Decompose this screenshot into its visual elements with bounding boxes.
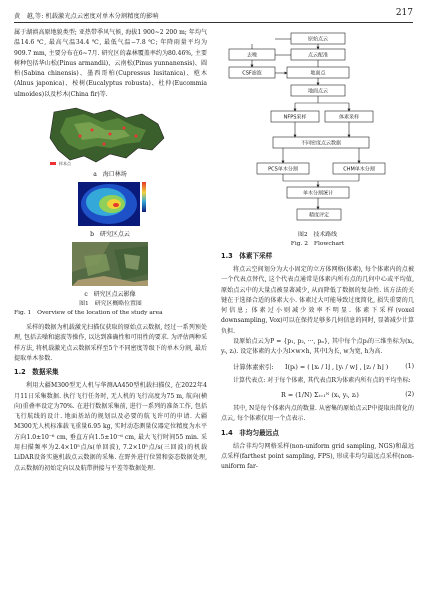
node-raw-point-cloud-label: 原始点云	[307, 36, 329, 43]
equation-2-number: (2)	[405, 390, 414, 398]
equation-2	[221, 386, 414, 404]
section-1-3-heading: 1.3 体素下采样	[221, 252, 273, 260]
study-area-figure	[14, 104, 207, 300]
calc-voxel-index-label: 计算体素索引:	[233, 362, 274, 371]
subfigure-b-label: b 研究区点云	[90, 231, 130, 239]
figure-legend: 样本点	[59, 161, 71, 167]
voxel-intro-paragraph: 将点云空间划分为大小固定的立方体网格(体素), 每个体素内的点被一个代表点替代, 这个代表点通常是体素内所有点的几何中心或平均值, 原始点云中的大量点被显著减少, 从而降低了数据的复杂性. 该方法的关键在于选择合适的体素大小. 体素过大可能导致过度简化, 损失重要的几何信息; 体素过小则减少效率不明显. 体素下采样(voxel downsampling, Vox)可以在保持足够多几何信息的同时, 显著减少计算负担.	[221, 266, 414, 335]
sampling-paragraph: 采样的数据为机载激光扫描仪获取的原始点云数据, 经过一系列预处理, 包括去噪和滤波等操作, 以达到准确性和可用性的要求. 为评估两种采样方法, 将机载激光点云数据采样至5个不同密度等级下的单木分割, 最后提取单木参数.	[14, 324, 207, 362]
voxel-result-paragraph: 其中, N是每个体素内点的数量. 从密集的原始点云P中提取出简化的点云, 每个体素仅用一个点表示.	[221, 404, 414, 423]
data-collection-paragraph: 利用大疆M300型无人机与华测AA450型机载扫描仪, 在2022年4月11日采集数据. 执行飞行任务时, 无人机的飞行高度为75 m, 航向(横向)重叠率设定为70%. 在进行数据采集前, 进行一系列的准备工作, 包括飞行航线的设计. 地面基站的规划以及必要的航飞许可的申请. 大疆M300无人机标准载飞重量6.95 kg, 实时动态测量仪器定位精度为水平方向1.0±10⁻⁶ cm, 垂直方向1.5±10⁻⁶ cm, 最大飞行时间55 min. 采用扫描频率为2.4×10⁵点/s(单回波), 7.2×10⁵点/s(三回波)的机载LiDAR设备实施机载点云数据的采集. 在野外进行位置和姿态数据处理, 点云数据的初始定向以及航带拼接与平差等数据处理.	[14, 382, 207, 472]
map-study-area-point-cloud	[78, 182, 146, 226]
subfigure-c-label: c 研究区点云影像	[84, 291, 136, 299]
node-multi-density-data-label: 不同密度点云数据	[300, 140, 342, 147]
node-segmentation-statistics-label: 单木分割统计	[302, 190, 334, 197]
running-header	[14, 7, 413, 23]
intro-paragraph: 属于湖滇高原地貌类型; 亚热带季风气候, 海拔1 900~2 200 m; 年均气温14.6 ℃, 最高气温34.4 ℃, 最低气温−7.8 ℃; 年降雨量平均为909.7 mm, 主要分布在6~7月. 研究区的森林覆盖率约为80.46%, 主要树种包括华山松(Pinus armandii)、云南松(Pinus yunnanensis)、圆柏(Sabina chinensis)、墨西哥柏(Cupressus lusitanica)、桤木(Alnus japonica)、桉树(Eucalyptus robusta)、杜仲(Eucommia ulmoides)以及杉木(China fir)等.	[14, 29, 207, 98]
node-ground-point-cloud-label: 地面点云	[307, 88, 329, 95]
subfigure-a-label: a 海口林场	[93, 171, 127, 179]
right-column	[221, 248, 414, 472]
equation-1-number: (1)	[405, 362, 414, 370]
flowchart-svg	[221, 27, 414, 227]
node-voxel-sampling-label: 体素采样	[338, 114, 360, 121]
node-accuracy-assessment-label: 精度评定	[308, 212, 330, 219]
figure-2-caption-en: Fig. 2 Flowchart	[290, 241, 345, 247]
node-ground-points-label: 地面点	[310, 70, 326, 77]
figure-2-caption-cn: 图2 技术路线	[297, 232, 338, 238]
centroid-formula: R = (1/N) Σᵢ₌₁ᴺ (xᵢ, yᵢ, zᵢ)	[281, 390, 359, 399]
map-haikou-forest-farm	[50, 108, 164, 165]
figure-1-caption-cn: 图1 研究区概略位置图	[79, 301, 142, 308]
map-study-area-imagery	[72, 242, 148, 286]
figure-1-caption-en: Fig. 1 Overview of the location of the study area	[14, 310, 163, 317]
voxel-index-formula: I(pᵢ) = ( ⌊xᵢ / l⌋ , ⌊yᵢ / w⌋ , ⌊zᵢ / h⌋ )	[285, 362, 389, 371]
node-pcs-segmentation-label: PCS单木分割	[268, 166, 298, 173]
voxel-definition-paragraph: 设原始点云为P = {p₁, p₂, ···, pₙ}, 其中每个点pᵢ的三维坐标为(xᵢ, yᵢ, zᵢ). 设定体素的大小为l×w×h, 其中l为长, w为宽, h为高.	[221, 338, 414, 356]
node-denoise-label: 去噪	[246, 52, 258, 59]
figure-1	[14, 104, 207, 300]
left-column	[14, 28, 207, 474]
header-rule	[14, 22, 413, 23]
node-chm-segmentation-label: CHM单木分割	[343, 166, 375, 173]
figure-2-flowchart	[221, 27, 414, 247]
page-number: 217	[395, 8, 413, 18]
running-title: 黄 越,等: 机载激光点云密度对单木分割精度的影响	[14, 13, 159, 20]
nfps-paragraph: 结合非均匀网格采样(non-uniform grid sampling, NGS)和最远点采样(farthest point sampling, FPS), 形成非均匀最远点采样(non-uniform far-	[221, 442, 414, 471]
node-nfps-sampling-label: NFPS采样	[283, 114, 307, 121]
node-csf-filter-label: CSF滤波	[242, 70, 262, 77]
node-point-cloud-registration-label: 点云配准	[307, 52, 329, 59]
equation-1	[221, 358, 414, 376]
section-1-2-heading: 1.2 数据采集	[14, 368, 59, 377]
section-1-4-heading: 1.4 非均匀最远点	[221, 428, 279, 437]
representative-point-paragraph: 计算代表点: 对于每个体素, 其代表点R为体素内所有点的平均坐标:	[233, 376, 411, 384]
